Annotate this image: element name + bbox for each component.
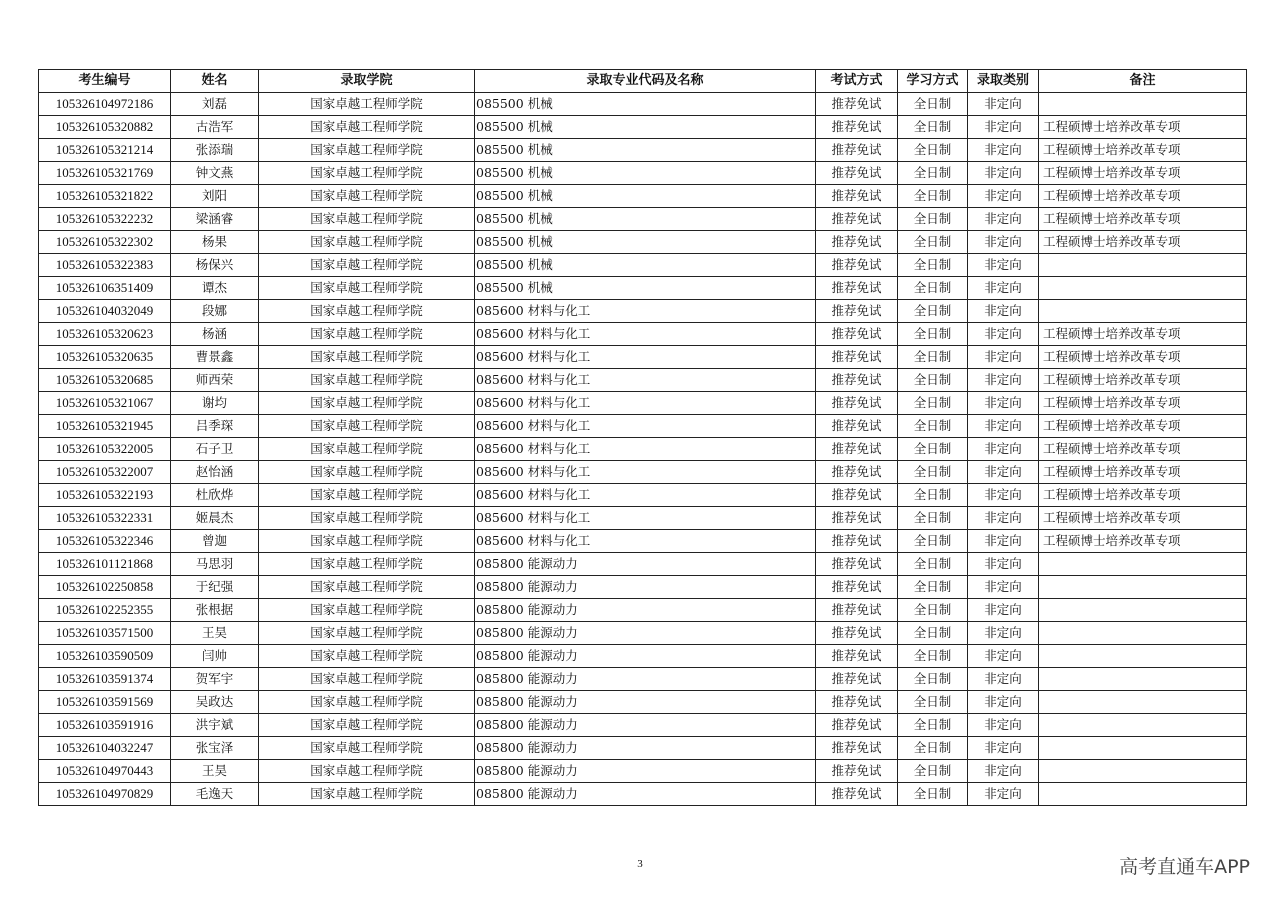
cell-name: 毛逸天 [171, 783, 259, 806]
cell-exam-type: 推荐免试 [816, 668, 898, 691]
table-row [39, 162, 1247, 185]
cell-college: 国家卓越工程师学院 [259, 760, 475, 783]
table-row [39, 714, 1247, 737]
cell-major: 085600 材料与化工 [475, 323, 816, 346]
cell-exam-type: 推荐免试 [816, 645, 898, 668]
cell-study-mode: 全日制 [898, 530, 968, 553]
header-college: 录取学院 [259, 70, 475, 93]
cell-admission-category: 非定向 [968, 231, 1039, 254]
cell-admission-category: 非定向 [968, 208, 1039, 231]
cell-study-mode: 全日制 [898, 277, 968, 300]
cell-exam-type: 推荐免试 [816, 323, 898, 346]
table-row [39, 668, 1247, 691]
cell-candidate-id: 105326104970443 [39, 760, 171, 783]
cell-college: 国家卓越工程师学院 [259, 530, 475, 553]
table-row [39, 346, 1247, 369]
cell-exam-type: 推荐免试 [816, 438, 898, 461]
cell-exam-type: 推荐免试 [816, 162, 898, 185]
cell-candidate-id: 105326105321769 [39, 162, 171, 185]
cell-major: 085800 能源动力 [475, 737, 816, 760]
cell-major: 085600 材料与化工 [475, 346, 816, 369]
cell-name: 张添瑞 [171, 139, 259, 162]
cell-major: 085600 材料与化工 [475, 392, 816, 415]
cell-college: 国家卓越工程师学院 [259, 162, 475, 185]
cell-exam-type: 推荐免试 [816, 691, 898, 714]
cell-admission-category: 非定向 [968, 576, 1039, 599]
cell-college: 国家卓越工程师学院 [259, 438, 475, 461]
cell-remarks: 工程硕博士培养改革专项 [1039, 484, 1247, 507]
header-study-mode: 学习方式 [898, 70, 968, 93]
cell-major: 085500 机械 [475, 93, 816, 116]
cell-major: 085800 能源动力 [475, 691, 816, 714]
cell-name: 谭杰 [171, 277, 259, 300]
cell-name: 杜欣烨 [171, 484, 259, 507]
table-row [39, 484, 1247, 507]
cell-candidate-id: 105326105321945 [39, 415, 171, 438]
cell-exam-type: 推荐免试 [816, 714, 898, 737]
header-remarks: 备注 [1039, 70, 1247, 93]
cell-candidate-id: 105326105320623 [39, 323, 171, 346]
cell-college: 国家卓越工程师学院 [259, 484, 475, 507]
cell-exam-type: 推荐免试 [816, 392, 898, 415]
cell-study-mode: 全日制 [898, 369, 968, 392]
header-exam-type: 考试方式 [816, 70, 898, 93]
cell-study-mode: 全日制 [898, 599, 968, 622]
cell-exam-type: 推荐免试 [816, 116, 898, 139]
cell-candidate-id: 105326104032049 [39, 300, 171, 323]
table-row [39, 530, 1247, 553]
cell-admission-category: 非定向 [968, 323, 1039, 346]
cell-remarks: 工程硕博士培养改革专项 [1039, 346, 1247, 369]
cell-admission-category: 非定向 [968, 415, 1039, 438]
cell-candidate-id: 105326101121868 [39, 553, 171, 576]
cell-exam-type: 推荐免试 [816, 553, 898, 576]
cell-name: 杨涵 [171, 323, 259, 346]
cell-exam-type: 推荐免试 [816, 760, 898, 783]
cell-study-mode: 全日制 [898, 300, 968, 323]
cell-exam-type: 推荐免试 [816, 461, 898, 484]
cell-remarks [1039, 93, 1247, 116]
cell-name: 杨果 [171, 231, 259, 254]
cell-major: 085500 机械 [475, 208, 816, 231]
cell-admission-category: 非定向 [968, 277, 1039, 300]
table-row [39, 93, 1247, 116]
table-row [39, 737, 1247, 760]
cell-college: 国家卓越工程师学院 [259, 783, 475, 806]
cell-name: 古浩军 [171, 116, 259, 139]
cell-remarks [1039, 277, 1247, 300]
cell-remarks [1039, 668, 1247, 691]
cell-admission-category: 非定向 [968, 185, 1039, 208]
cell-admission-category: 非定向 [968, 392, 1039, 415]
table-row [39, 622, 1247, 645]
cell-college: 国家卓越工程师学院 [259, 737, 475, 760]
cell-admission-category: 非定向 [968, 553, 1039, 576]
cell-admission-category: 非定向 [968, 760, 1039, 783]
cell-remarks [1039, 576, 1247, 599]
cell-admission-category: 非定向 [968, 254, 1039, 277]
cell-college: 国家卓越工程师学院 [259, 208, 475, 231]
table-row [39, 760, 1247, 783]
cell-name: 曾迦 [171, 530, 259, 553]
table-row [39, 392, 1247, 415]
cell-college: 国家卓越工程师学院 [259, 553, 475, 576]
cell-candidate-id: 105326103591374 [39, 668, 171, 691]
cell-study-mode: 全日制 [898, 93, 968, 116]
cell-name: 钟文燕 [171, 162, 259, 185]
cell-name: 张根据 [171, 599, 259, 622]
cell-major: 085600 材料与化工 [475, 369, 816, 392]
cell-exam-type: 推荐免试 [816, 185, 898, 208]
cell-college: 国家卓越工程师学院 [259, 576, 475, 599]
cell-remarks: 工程硕博士培养改革专项 [1039, 139, 1247, 162]
cell-college: 国家卓越工程师学院 [259, 116, 475, 139]
cell-exam-type: 推荐免试 [816, 507, 898, 530]
cell-major: 085800 能源动力 [475, 622, 816, 645]
cell-remarks: 工程硕博士培养改革专项 [1039, 231, 1247, 254]
cell-admission-category: 非定向 [968, 668, 1039, 691]
cell-study-mode: 全日制 [898, 116, 968, 139]
cell-major: 085800 能源动力 [475, 599, 816, 622]
cell-study-mode: 全日制 [898, 668, 968, 691]
cell-college: 国家卓越工程师学院 [259, 714, 475, 737]
cell-name: 闫帅 [171, 645, 259, 668]
cell-college: 国家卓越工程师学院 [259, 507, 475, 530]
cell-name: 于纪强 [171, 576, 259, 599]
cell-remarks: 工程硕博士培养改革专项 [1039, 461, 1247, 484]
cell-name: 洪宇斌 [171, 714, 259, 737]
cell-exam-type: 推荐免试 [816, 93, 898, 116]
table-row [39, 185, 1247, 208]
cell-study-mode: 全日制 [898, 461, 968, 484]
cell-name: 王昊 [171, 622, 259, 645]
cell-name: 刘阳 [171, 185, 259, 208]
cell-college: 国家卓越工程师学院 [259, 415, 475, 438]
cell-candidate-id: 105326105322346 [39, 530, 171, 553]
table-body [39, 93, 1247, 806]
cell-college: 国家卓越工程师学院 [259, 185, 475, 208]
cell-study-mode: 全日制 [898, 185, 968, 208]
cell-remarks [1039, 254, 1247, 277]
cell-study-mode: 全日制 [898, 622, 968, 645]
cell-name: 马思羽 [171, 553, 259, 576]
cell-college: 国家卓越工程师学院 [259, 93, 475, 116]
cell-major: 085500 机械 [475, 277, 816, 300]
cell-study-mode: 全日制 [898, 760, 968, 783]
cell-candidate-id: 105326103590509 [39, 645, 171, 668]
table-row [39, 323, 1247, 346]
cell-candidate-id: 105326105322383 [39, 254, 171, 277]
cell-admission-category: 非定向 [968, 530, 1039, 553]
cell-study-mode: 全日制 [898, 254, 968, 277]
cell-candidate-id: 105326103571500 [39, 622, 171, 645]
cell-candidate-id: 105326105322007 [39, 461, 171, 484]
watermark-text: 高考直通车APP [1119, 856, 1250, 878]
cell-name: 吴政达 [171, 691, 259, 714]
cell-candidate-id: 105326105322193 [39, 484, 171, 507]
cell-candidate-id: 105326105321214 [39, 139, 171, 162]
cell-study-mode: 全日制 [898, 576, 968, 599]
cell-major: 085500 机械 [475, 254, 816, 277]
cell-major: 085500 机械 [475, 162, 816, 185]
cell-major: 085600 材料与化工 [475, 438, 816, 461]
cell-remarks: 工程硕博士培养改革专项 [1039, 369, 1247, 392]
cell-remarks [1039, 553, 1247, 576]
cell-college: 国家卓越工程师学院 [259, 277, 475, 300]
cell-college: 国家卓越工程师学院 [259, 599, 475, 622]
cell-college: 国家卓越工程师学院 [259, 300, 475, 323]
cell-exam-type: 推荐免试 [816, 369, 898, 392]
cell-college: 国家卓越工程师学院 [259, 254, 475, 277]
cell-candidate-id: 105326102252355 [39, 599, 171, 622]
cell-exam-type: 推荐免试 [816, 622, 898, 645]
cell-exam-type: 推荐免试 [816, 254, 898, 277]
cell-remarks [1039, 760, 1247, 783]
cell-study-mode: 全日制 [898, 714, 968, 737]
cell-candidate-id: 105326105321067 [39, 392, 171, 415]
cell-major: 085800 能源动力 [475, 760, 816, 783]
cell-major: 085600 材料与化工 [475, 530, 816, 553]
cell-admission-category: 非定向 [968, 645, 1039, 668]
header-admission-category: 录取类别 [968, 70, 1039, 93]
cell-remarks: 工程硕博士培养改革专项 [1039, 162, 1247, 185]
cell-exam-type: 推荐免试 [816, 231, 898, 254]
cell-remarks [1039, 599, 1247, 622]
header-major: 录取专业代码及名称 [475, 70, 816, 93]
header-name: 姓名 [171, 70, 259, 93]
cell-study-mode: 全日制 [898, 139, 968, 162]
cell-admission-category: 非定向 [968, 346, 1039, 369]
cell-exam-type: 推荐免试 [816, 576, 898, 599]
cell-candidate-id: 105326105320635 [39, 346, 171, 369]
cell-admission-category: 非定向 [968, 93, 1039, 116]
cell-name: 谢均 [171, 392, 259, 415]
cell-name: 刘磊 [171, 93, 259, 116]
cell-remarks: 工程硕博士培养改革专项 [1039, 208, 1247, 231]
cell-candidate-id: 105326105321822 [39, 185, 171, 208]
cell-college: 国家卓越工程师学院 [259, 392, 475, 415]
cell-name: 杨保兴 [171, 254, 259, 277]
cell-major: 085600 材料与化工 [475, 507, 816, 530]
cell-major: 085800 能源动力 [475, 783, 816, 806]
cell-exam-type: 推荐免试 [816, 277, 898, 300]
cell-college: 国家卓越工程师学院 [259, 461, 475, 484]
cell-name: 梁涵睿 [171, 208, 259, 231]
cell-study-mode: 全日制 [898, 392, 968, 415]
table-row [39, 116, 1247, 139]
cell-name: 师西荣 [171, 369, 259, 392]
cell-college: 国家卓越工程师学院 [259, 369, 475, 392]
cell-college: 国家卓越工程师学院 [259, 139, 475, 162]
table-row [39, 438, 1247, 461]
table-row [39, 783, 1247, 806]
cell-exam-type: 推荐免试 [816, 208, 898, 231]
cell-candidate-id: 105326105320685 [39, 369, 171, 392]
cell-study-mode: 全日制 [898, 438, 968, 461]
cell-remarks [1039, 300, 1247, 323]
cell-admission-category: 非定向 [968, 369, 1039, 392]
cell-remarks: 工程硕博士培养改革专项 [1039, 438, 1247, 461]
table-row [39, 139, 1247, 162]
table-row [39, 599, 1247, 622]
table-row [39, 576, 1247, 599]
table-row [39, 277, 1247, 300]
cell-college: 国家卓越工程师学院 [259, 622, 475, 645]
cell-exam-type: 推荐免试 [816, 530, 898, 553]
cell-study-mode: 全日制 [898, 208, 968, 231]
cell-candidate-id: 105326103591569 [39, 691, 171, 714]
cell-major: 085800 能源动力 [475, 668, 816, 691]
table-row [39, 553, 1247, 576]
admission-table [38, 69, 1247, 806]
cell-remarks [1039, 783, 1247, 806]
cell-candidate-id: 105326105320882 [39, 116, 171, 139]
cell-admission-category: 非定向 [968, 162, 1039, 185]
cell-admission-category: 非定向 [968, 622, 1039, 645]
cell-admission-category: 非定向 [968, 737, 1039, 760]
cell-remarks: 工程硕博士培养改革专项 [1039, 392, 1247, 415]
cell-name: 王昊 [171, 760, 259, 783]
cell-exam-type: 推荐免试 [816, 346, 898, 369]
cell-admission-category: 非定向 [968, 599, 1039, 622]
cell-name: 吕季琛 [171, 415, 259, 438]
cell-name: 张宝泽 [171, 737, 259, 760]
cell-admission-category: 非定向 [968, 300, 1039, 323]
cell-admission-category: 非定向 [968, 783, 1039, 806]
table-row [39, 231, 1247, 254]
table-row [39, 369, 1247, 392]
cell-name: 曹景鑫 [171, 346, 259, 369]
cell-study-mode: 全日制 [898, 415, 968, 438]
cell-candidate-id: 105326102250858 [39, 576, 171, 599]
cell-name: 段娜 [171, 300, 259, 323]
table-row [39, 461, 1247, 484]
cell-study-mode: 全日制 [898, 553, 968, 576]
cell-major: 085500 机械 [475, 185, 816, 208]
cell-remarks: 工程硕博士培养改革专项 [1039, 116, 1247, 139]
cell-name: 贺军宇 [171, 668, 259, 691]
cell-major: 085800 能源动力 [475, 714, 816, 737]
cell-remarks [1039, 714, 1247, 737]
cell-exam-type: 推荐免试 [816, 484, 898, 507]
cell-remarks: 工程硕博士培养改革专项 [1039, 415, 1247, 438]
cell-name: 赵怡涵 [171, 461, 259, 484]
table-row [39, 691, 1247, 714]
cell-college: 国家卓越工程师学院 [259, 645, 475, 668]
cell-candidate-id: 105326104032247 [39, 737, 171, 760]
cell-candidate-id: 105326106351409 [39, 277, 171, 300]
table-row [39, 300, 1247, 323]
cell-major: 085800 能源动力 [475, 645, 816, 668]
cell-study-mode: 全日制 [898, 346, 968, 369]
cell-admission-category: 非定向 [968, 461, 1039, 484]
table-row [39, 254, 1247, 277]
cell-exam-type: 推荐免试 [816, 737, 898, 760]
cell-study-mode: 全日制 [898, 484, 968, 507]
cell-major: 085600 材料与化工 [475, 484, 816, 507]
cell-candidate-id: 105326104970829 [39, 783, 171, 806]
cell-candidate-id: 105326104972186 [39, 93, 171, 116]
page-number: 3 [637, 858, 643, 870]
cell-admission-category: 非定向 [968, 438, 1039, 461]
cell-admission-category: 非定向 [968, 507, 1039, 530]
cell-admission-category: 非定向 [968, 139, 1039, 162]
cell-name: 姬晨杰 [171, 507, 259, 530]
cell-exam-type: 推荐免试 [816, 139, 898, 162]
table-row [39, 507, 1247, 530]
table-row [39, 645, 1247, 668]
cell-major: 085500 机械 [475, 116, 816, 139]
cell-study-mode: 全日制 [898, 737, 968, 760]
cell-college: 国家卓越工程师学院 [259, 691, 475, 714]
cell-exam-type: 推荐免试 [816, 783, 898, 806]
cell-remarks [1039, 691, 1247, 714]
cell-exam-type: 推荐免试 [816, 300, 898, 323]
cell-admission-category: 非定向 [968, 714, 1039, 737]
cell-college: 国家卓越工程师学院 [259, 346, 475, 369]
header-candidate-id: 考生编号 [39, 70, 171, 93]
cell-name: 石子卫 [171, 438, 259, 461]
cell-college: 国家卓越工程师学院 [259, 323, 475, 346]
cell-study-mode: 全日制 [898, 231, 968, 254]
cell-admission-category: 非定向 [968, 691, 1039, 714]
cell-candidate-id: 105326105322331 [39, 507, 171, 530]
cell-major: 085800 能源动力 [475, 576, 816, 599]
cell-candidate-id: 105326105322232 [39, 208, 171, 231]
cell-college: 国家卓越工程师学院 [259, 231, 475, 254]
table-row [39, 415, 1247, 438]
cell-remarks: 工程硕博士培养改革专项 [1039, 530, 1247, 553]
cell-admission-category: 非定向 [968, 116, 1039, 139]
cell-major: 085600 材料与化工 [475, 300, 816, 323]
cell-major: 085600 材料与化工 [475, 461, 816, 484]
cell-remarks: 工程硕博士培养改革专项 [1039, 185, 1247, 208]
cell-major: 085600 材料与化工 [475, 415, 816, 438]
cell-remarks [1039, 737, 1247, 760]
cell-study-mode: 全日制 [898, 323, 968, 346]
cell-remarks: 工程硕博士培养改革专项 [1039, 323, 1247, 346]
cell-college: 国家卓越工程师学院 [259, 668, 475, 691]
cell-study-mode: 全日制 [898, 162, 968, 185]
cell-major: 085500 机械 [475, 231, 816, 254]
cell-remarks [1039, 645, 1247, 668]
table-row [39, 208, 1247, 231]
cell-candidate-id: 105326105322005 [39, 438, 171, 461]
cell-study-mode: 全日制 [898, 783, 968, 806]
cell-remarks: 工程硕博士培养改革专项 [1039, 507, 1247, 530]
cell-major: 085800 能源动力 [475, 553, 816, 576]
cell-candidate-id: 105326105322302 [39, 231, 171, 254]
cell-exam-type: 推荐免试 [816, 599, 898, 622]
cell-admission-category: 非定向 [968, 484, 1039, 507]
cell-study-mode: 全日制 [898, 507, 968, 530]
cell-exam-type: 推荐免试 [816, 415, 898, 438]
cell-candidate-id: 105326103591916 [39, 714, 171, 737]
header-row [39, 70, 1247, 93]
cell-study-mode: 全日制 [898, 691, 968, 714]
cell-major: 085500 机械 [475, 139, 816, 162]
cell-study-mode: 全日制 [898, 645, 968, 668]
cell-remarks [1039, 622, 1247, 645]
